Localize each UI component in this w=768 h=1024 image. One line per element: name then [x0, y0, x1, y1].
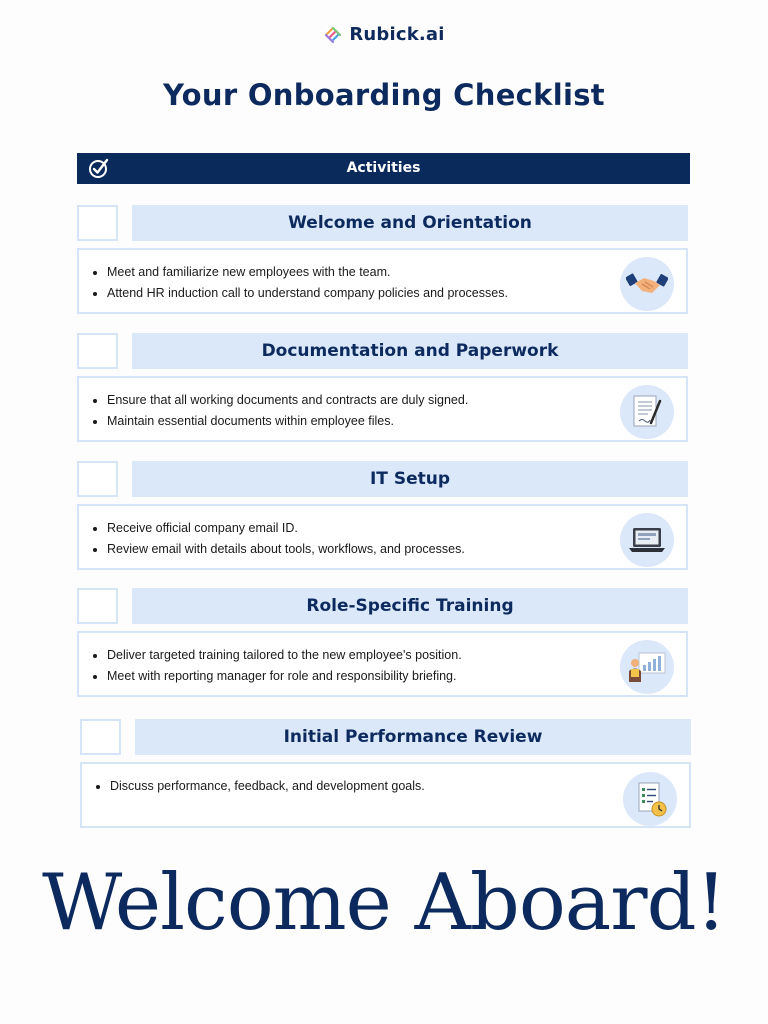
bullet-item: • Attend HR induction call to understand company policies and processes. — [107, 283, 508, 304]
presentation-icon — [620, 640, 674, 694]
page-title: Your Onboarding Checklist — [163, 78, 605, 112]
section-checkbox[interactable] — [77, 205, 118, 241]
bullet-item: • Deliver targeted training tailored to the new employee's position. — [107, 645, 462, 666]
bullet-item: • Maintain essential documents within employee files. — [107, 411, 468, 432]
bullet-item: • Receive official company email ID. — [107, 518, 465, 539]
section-checkbox[interactable] — [80, 719, 121, 755]
section-checkbox[interactable] — [77, 333, 118, 369]
activities-header — [77, 153, 690, 184]
section-heading: Welcome and Orientation — [132, 205, 688, 241]
section-checkbox[interactable] — [77, 588, 118, 624]
document-signing-icon — [620, 385, 674, 439]
section-body — [77, 631, 688, 697]
section-body — [77, 248, 688, 314]
bullet-item: • Meet and familiarize new employees with the team. — [107, 262, 508, 283]
checklist-clock-icon — [623, 772, 677, 826]
welcome-message: Welcome Aboard! — [42, 858, 726, 948]
bullet-item: • Review email with details about tools, workflows, and processes. — [107, 539, 465, 560]
section-body — [77, 504, 688, 570]
section-checkbox[interactable] — [77, 461, 118, 497]
section-body — [80, 762, 691, 828]
bullet-item: • Meet with reporting manager for role and responsibility briefing. — [107, 666, 462, 687]
bullet-item: • Discuss performance, feedback, and development goals. — [110, 776, 425, 797]
laptop-icon — [620, 513, 674, 567]
rubick-logo-icon — [323, 25, 343, 45]
section-heading: IT Setup — [132, 461, 688, 497]
bullet-item: • Ensure that all working documents and contracts are duly signed. — [107, 390, 468, 411]
activities-label: Activities — [346, 160, 421, 176]
section-heading: Initial Performance Review — [135, 719, 691, 755]
brand-logo — [0, 24, 768, 45]
section-heading: Role-Specific Training — [132, 588, 688, 624]
handshake-icon — [620, 257, 674, 311]
brand-name: Rubick.ai — [349, 24, 445, 45]
section-body — [77, 376, 688, 442]
section-heading: Documentation and Paperwork — [132, 333, 688, 369]
